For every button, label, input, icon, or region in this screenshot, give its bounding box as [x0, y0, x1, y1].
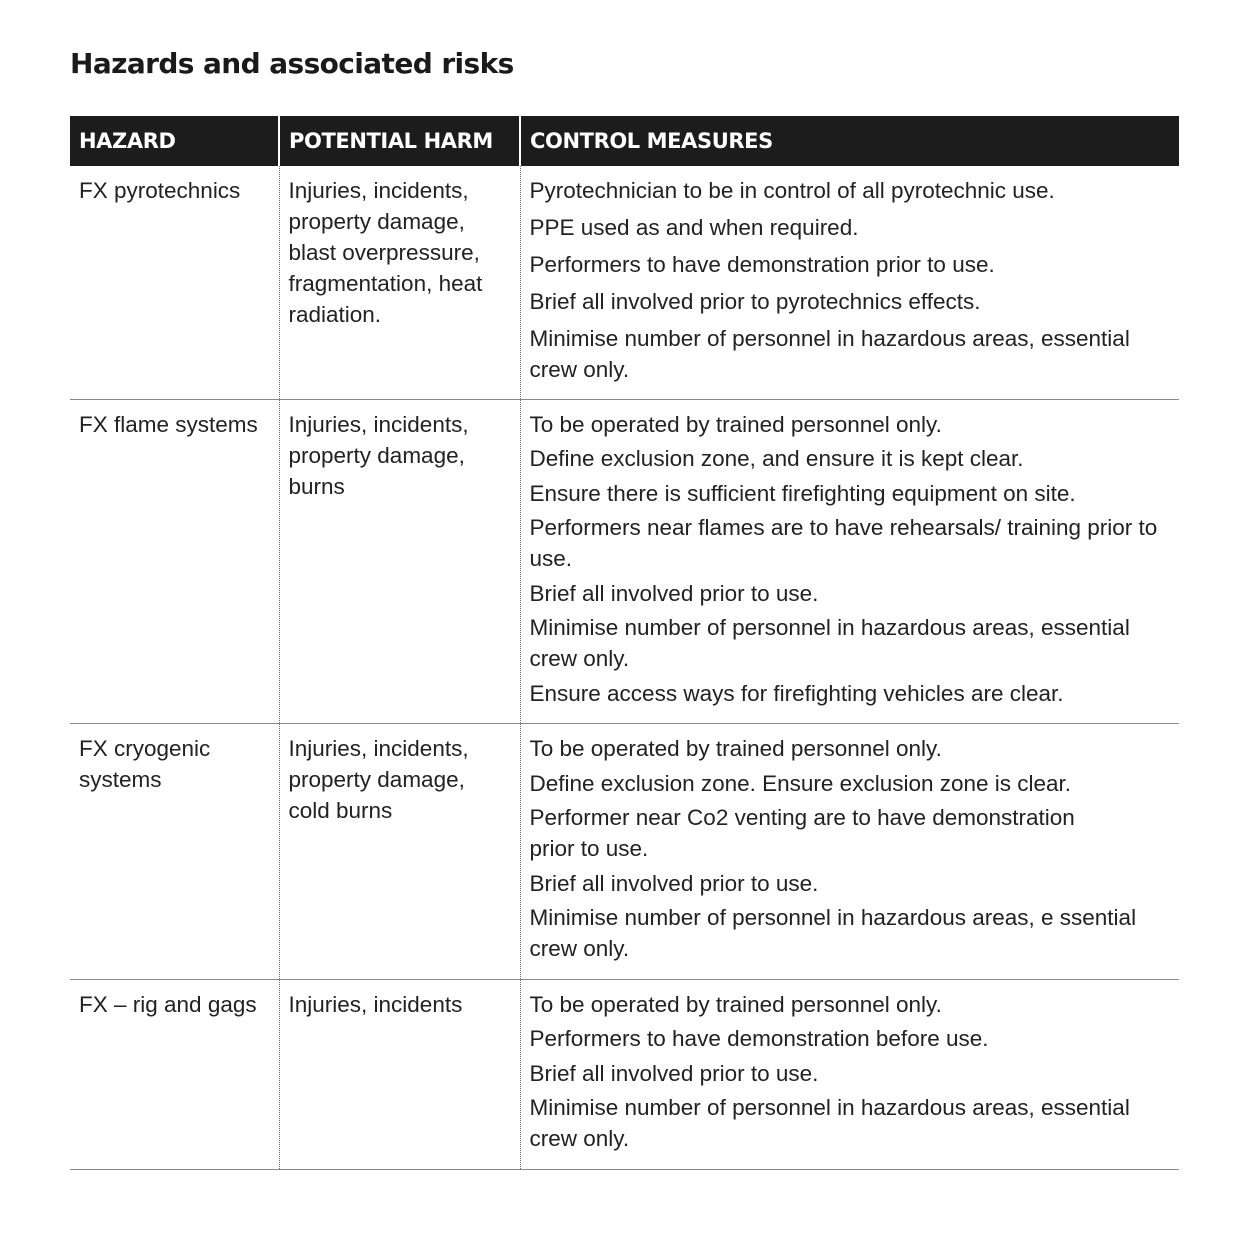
table-row	[70, 979, 1179, 1169]
measure-item: Performer near Co2 venting are to have demonstration prior to use.	[529, 805, 1075, 861]
table-row	[70, 166, 1179, 399]
measures-cell	[520, 979, 1179, 1169]
measure-item: To be operated by trained personnel only.	[529, 411, 942, 437]
hazard-cell: FX pyrotechnics	[70, 166, 279, 399]
measure-item: Pyrotechnician to be in control of all pyrotechnic use.	[529, 178, 1055, 203]
measures-list	[530, 733, 1172, 964]
harm-cell: Injuries, incidents	[279, 979, 520, 1169]
header-row	[70, 116, 1179, 166]
table-header	[70, 116, 1179, 166]
measure-item: Define exclusion zone, and ensure it is kept clear.	[529, 446, 1024, 471]
measure-item: Minimise number of personnel in hazardous areas, e ssential crew only.	[529, 905, 1137, 961]
hazards-table	[70, 116, 1179, 1170]
measure-item: Ensure access ways for firefighting vehicles are clear.	[529, 680, 1064, 706]
measure-item: Brief all involved prior to use.	[529, 580, 819, 606]
measures-cell	[520, 166, 1179, 399]
measure-item: PPE used as and when required.	[529, 215, 859, 240]
harm-cell: Injuries, incidents, property damage, blast overpressure, fragmentation, heat radiation.	[279, 166, 520, 399]
measure-item: Minimise number of personnel in hazardous areas, essential crew only.	[529, 326, 1130, 382]
column-header-potential-harm: POTENTIAL HARM	[279, 116, 520, 166]
hazard-cell: FX cryogenic systems	[70, 724, 279, 980]
measure-item: Minimise number of personnel in hazardous areas, essential crew only.	[529, 1095, 1130, 1151]
table-row	[70, 724, 1179, 980]
table-body	[70, 166, 1179, 1169]
measures-list	[530, 175, 1172, 385]
measures-cell	[520, 724, 1179, 980]
harm-cell: Injuries, incidents, property damage, cold burns	[279, 724, 520, 980]
measure-item: To be operated by trained personnel only.	[529, 991, 942, 1017]
measures-list	[530, 409, 1172, 709]
measure-item: Performers to have demonstration prior to use.	[529, 252, 995, 277]
hazard-cell: FX – rig and gags	[70, 979, 279, 1169]
measure-item: Performers near flames are to have rehearsals/ training prior to use.	[529, 515, 1158, 571]
measure-item: Brief all involved prior to use.	[529, 1060, 819, 1086]
measure-item: Brief all involved prior to pyrotechnics effects.	[529, 289, 981, 314]
hazard-cell: FX flame systems	[70, 399, 279, 724]
measure-item: Minimise number of personnel in hazardous areas, essential crew only.	[529, 615, 1130, 671]
table-row	[70, 399, 1179, 724]
column-header-control-measures: CONTROL MEASURES	[520, 116, 1179, 166]
measure-item: Ensure there is sufficient firefighting equipment on site.	[529, 480, 1076, 506]
measure-item: To be operated by trained personnel only.	[529, 736, 942, 761]
page-title: Hazards and associated risks	[70, 47, 514, 80]
measures-list	[530, 989, 1172, 1155]
measure-item: Brief all involved prior to use.	[529, 870, 819, 896]
measures-cell	[520, 399, 1179, 724]
measure-item: Performers to have demonstration before use.	[529, 1026, 989, 1051]
measure-item: Define exclusion zone. Ensure exclusion zone is clear.	[529, 770, 1072, 796]
harm-cell: Injuries, incidents, property damage, burns	[279, 399, 520, 724]
column-header-hazard: HAZARD	[70, 116, 279, 166]
